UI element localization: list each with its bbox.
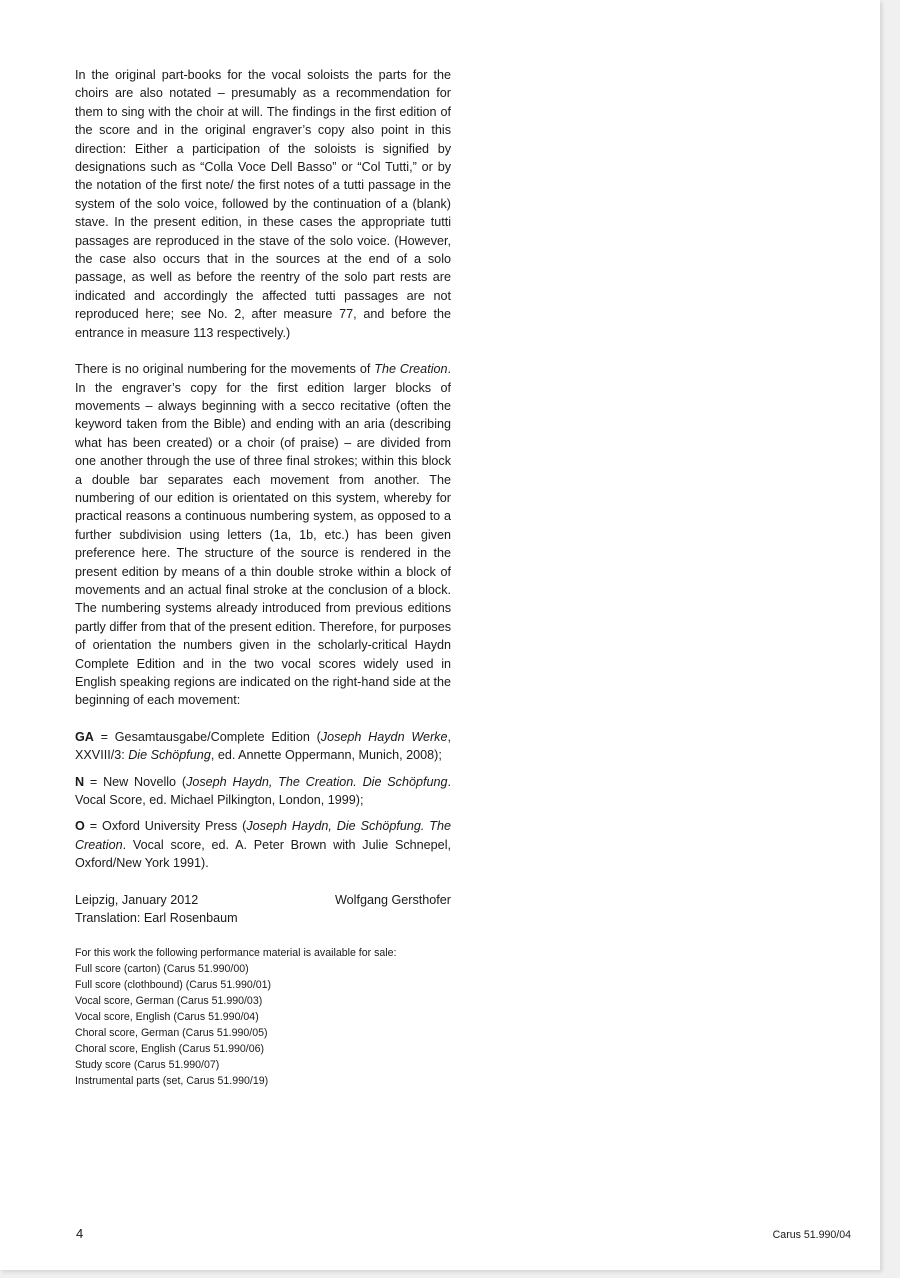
text-column — [75, 66, 451, 1089]
translator-credit: Translation: Earl Rosenbaum — [75, 911, 238, 926]
reference-text: , XXVIII/3: — [75, 729, 451, 763]
list-item: Choral score, English (Carus 51.990/06) — [75, 1043, 265, 1056]
catalog-number: Carus 51.990/04 — [772, 1229, 851, 1241]
reference-abbreviation: GA — [75, 729, 94, 744]
reference-abbreviation: O — [75, 819, 85, 834]
list-item: Instrumental parts (set, Carus 51.990/19) — [75, 1075, 269, 1088]
reference-abbreviation: N — [75, 774, 85, 789]
list-item: Choral score, German (Carus 51.990/05) — [75, 1027, 268, 1040]
reference-text: . Vocal score, ed. A. Peter Brown with Julie Schnepel, Oxford/New York 1991). — [75, 837, 451, 871]
list-item: Full score (carton) (Carus 51.990/00) — [75, 963, 249, 976]
list-item: Vocal score, English (Carus 51.990/04) — [75, 1011, 259, 1024]
reference-text: , ed. Annette Oppermann, Munich, 2008); — [210, 748, 442, 763]
reference-text: . Vocal Score, ed. Michael Pilkington, London, 1999); — [75, 774, 451, 808]
work-title: The Creation — [374, 362, 448, 377]
paragraph-soloist-parts: In the original part-books for the vocal soloists the parts for the choirs are also notated – presumably as a recommendation for them to sing with the choir at will. The findings in the first edition of the score and in the original engraver’s copy also point in this direction: Either a participation of the soloists is signified by designations such as “Colla Voce Dell Basso” or “Col Tutti,” or by the notation of the first note/ the first notes of a tutti passage in the system of the solo voice, followed by the continuation of a (blank) stave. In the present edition, in these cases the appropriate tutti passages are reproduced in the stave of the solo voice. (However, the case also occurs that in the sources at the end of a solo passage, as well as before the reentry of the solo part rests are indicated and accordingly the affected tutti passages are not reproduced here; see No. 2, after measure 77, and before the entrance in measure 113 respectively.) — [75, 68, 451, 340]
material-intro: For this work the following performance material is available for sale: — [75, 947, 397, 960]
author-name: Wolfgang Gersthofer — [335, 892, 451, 907]
reference-ga — [75, 728, 451, 765]
reference-text: = New Novello ( — [84, 774, 187, 789]
signature-block — [75, 891, 451, 928]
reference-text: = Oxford University Press ( — [84, 819, 247, 834]
list-item: Vocal score, German (Carus 51.990/03) — [75, 995, 263, 1008]
reference-text: = Gesamtausgabe/Complete Edition ( — [93, 729, 321, 744]
reference-title: Joseph Haydn, Die Schöpfung. The Creation — [75, 819, 452, 852]
material-list — [75, 961, 451, 1089]
paragraph-text: There is no original numbering for the movements of — [75, 362, 375, 377]
list-item: Full score (clothbound) (Carus 51.990/01) — [75, 979, 272, 992]
reference-title: Joseph Haydn, The Creation. Die Schöpfung — [186, 774, 448, 789]
place-date: Leipzig, January 2012 — [75, 892, 199, 907]
reference-title: Die Schöpfung — [128, 748, 211, 763]
reference-title: Joseph Haydn Werke — [320, 729, 448, 744]
paragraph-movement-numbering — [75, 360, 451, 710]
performance-material — [75, 945, 451, 1089]
reference-o — [75, 817, 451, 872]
reference-n — [75, 773, 451, 810]
page-number: 4 — [76, 1226, 84, 1241]
list-item: Study score (Carus 51.990/07) — [75, 1059, 220, 1072]
paragraph-text: . In the engraver’s copy for the first edition larger blocks of movements – always beginning with a secco recitative (often the keyword taken from the Bible) and ending with an aria (describing what has been created) or a choir (of praise) – are divided from one another through the use of three final strokes; within this block a double bar separates each movement from another. The numbering of our edition is orientated on this system, whereby for practical reasons a continuous numbering system, as opposed to a further subdivision using letters (1a, 1b, etc.) has been given preference here. The structure of the source is rendered in the present edition by means of a thin double stroke within a block of movements and an actual final stroke at the conclusion of a block. The numbering systems already introduced from previous editions partly differ from that of the present edition. Therefore, for purposes of orientation the numbers given in the scholarly-critical Haydn Complete Edition and in the two vocal scores widely used in English speaking regions are indicated on the right-hand side at the beginning of each movement: — [75, 362, 451, 708]
